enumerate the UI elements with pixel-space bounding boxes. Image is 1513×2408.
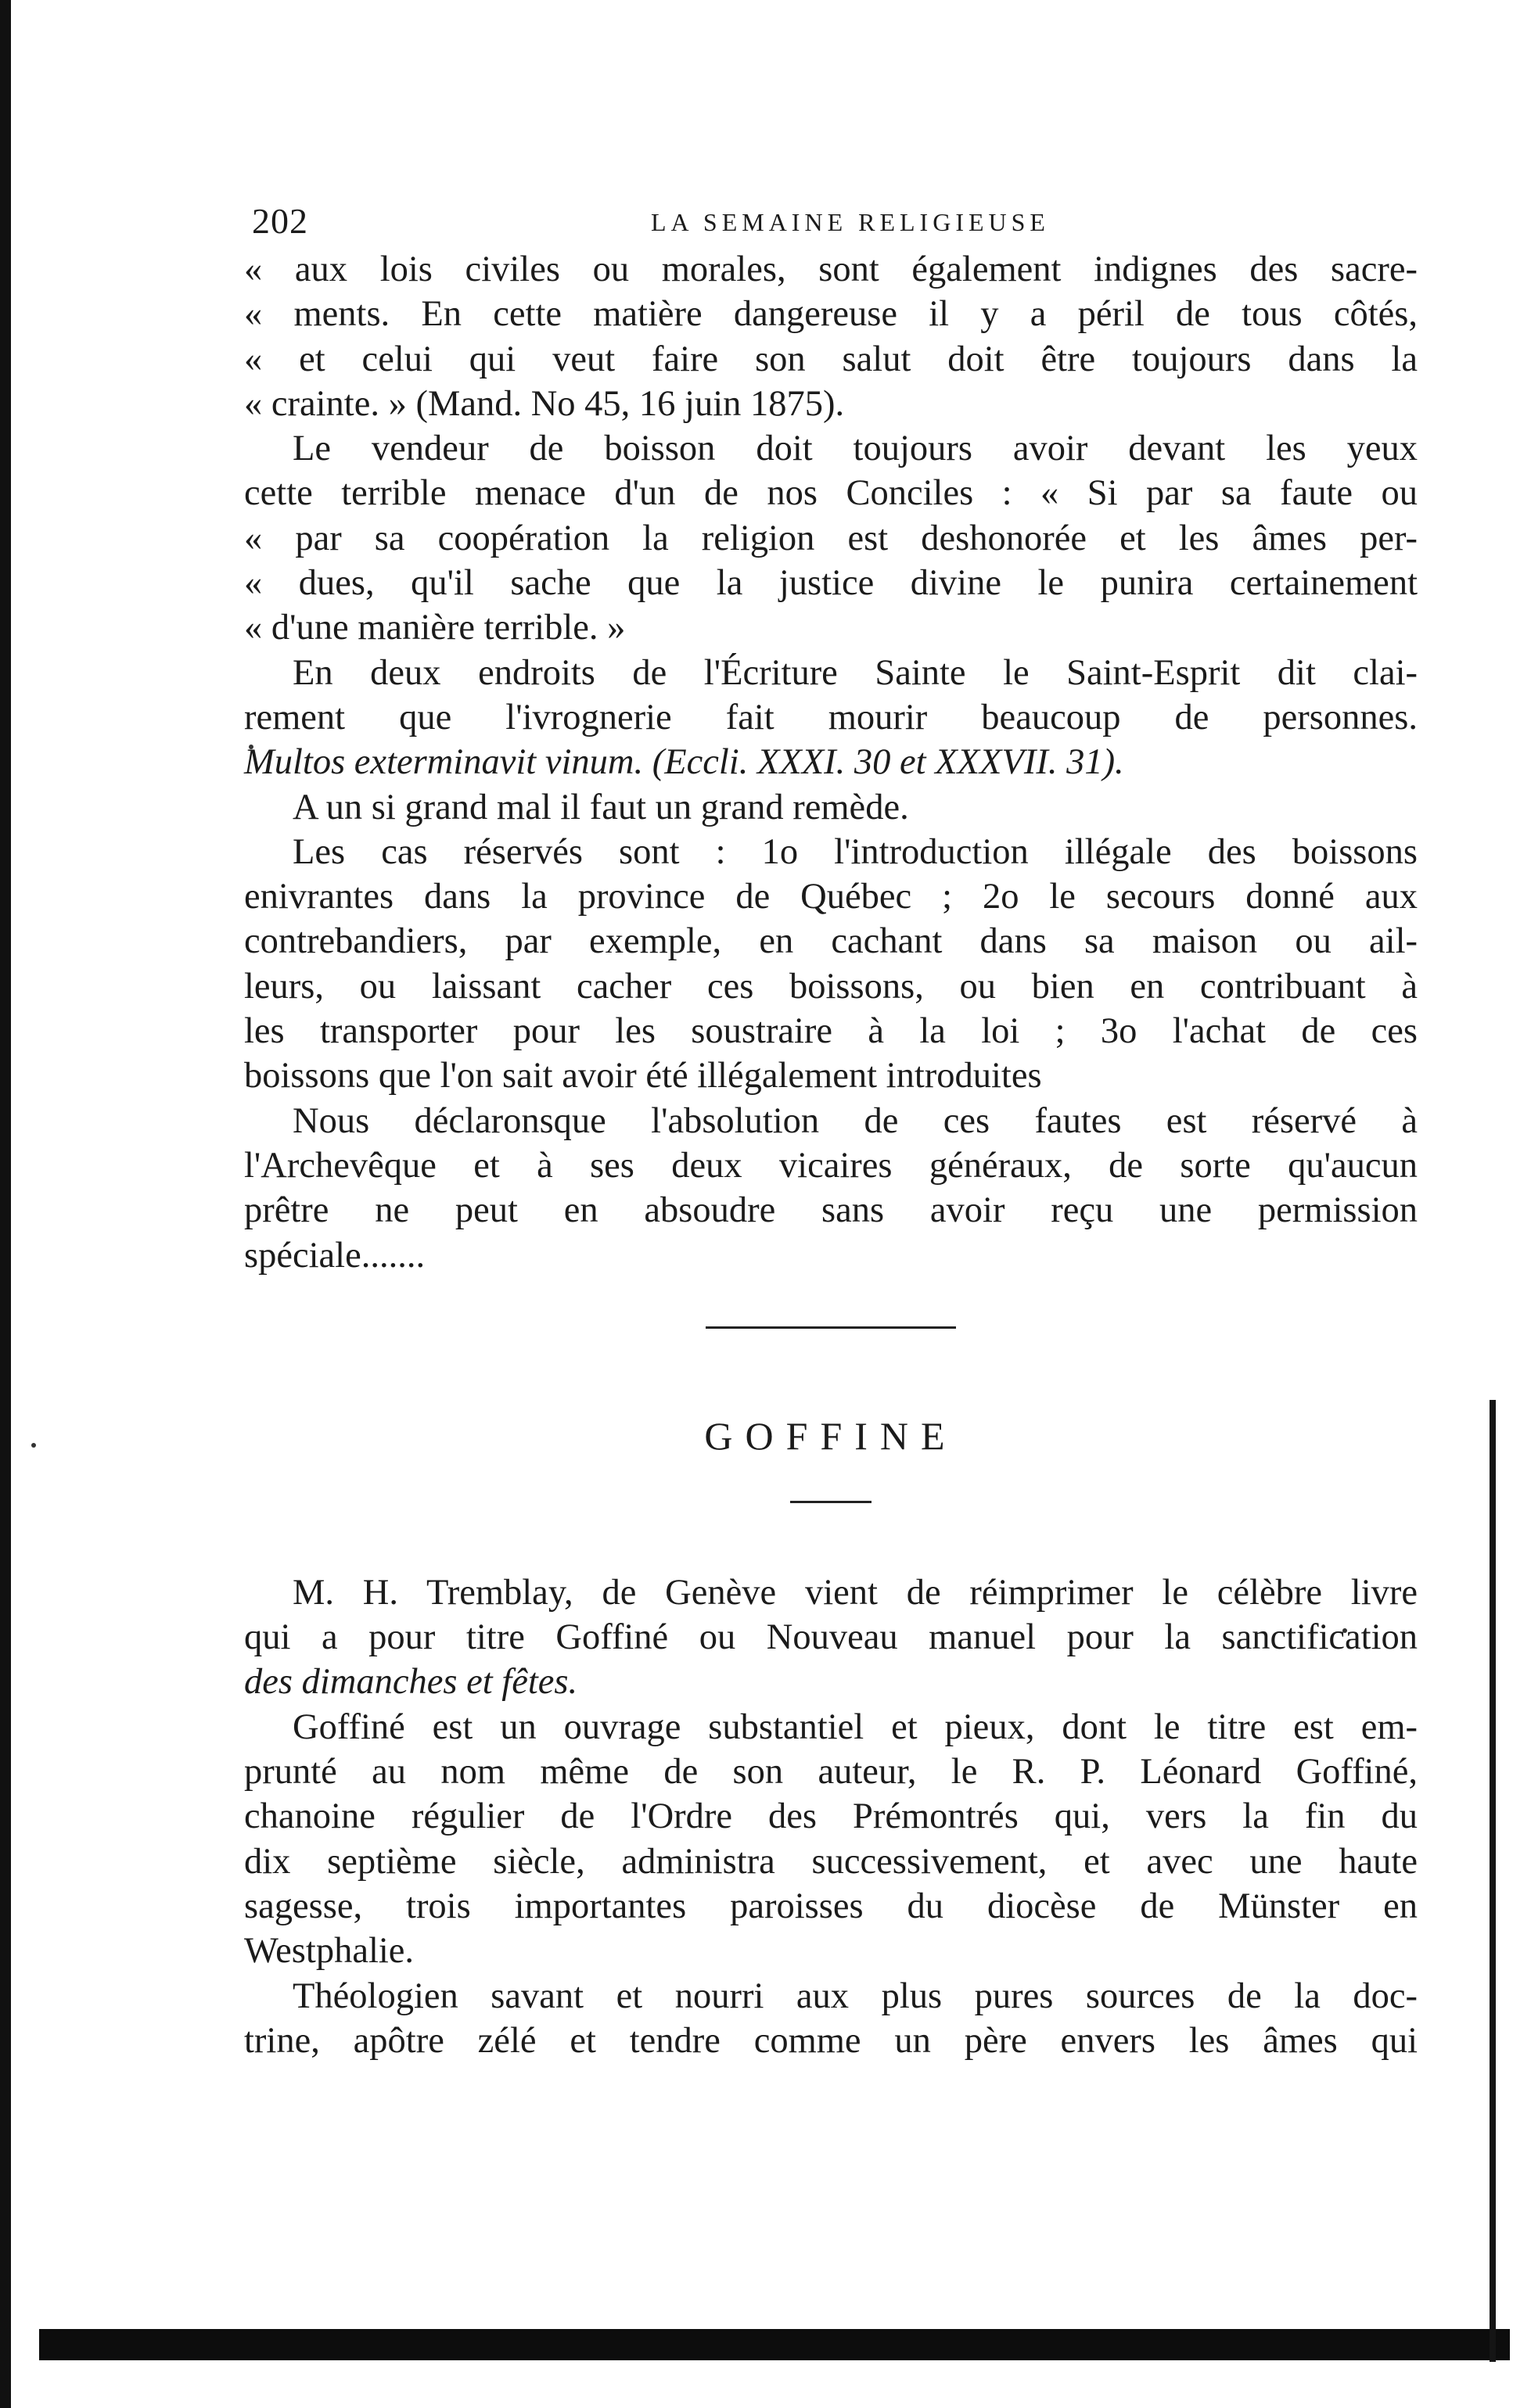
text-line: Westphalie. [244, 1931, 415, 1972]
text-line: M. H. Tremblay, de Genève vient de réimprimer le célèbre livre [293, 1572, 1418, 1613]
running-head [244, 194, 1418, 249]
text-line: boissons que l'on sait avoir été illégalement introduites [244, 1056, 1042, 1096]
text-line: « d'une manière terrible. » [244, 608, 626, 648]
text-line: « ments. En cette matière dangereuse il y a péril de tous côtés, [244, 294, 1418, 335]
text-line: rement que l'ivrognerie fait mourir beaucoup de personnes. [244, 697, 1418, 737]
latin-quote: Multos exterminavit vinum. (Eccli. XXXI. 30 et XXXVII. 31). [244, 742, 1124, 783]
text-line: cette terrible menace d'un de nos Conciles : « Si par sa faute ou [244, 473, 1418, 514]
second-section [244, 1570, 1418, 2063]
text-line: « par sa coopération la religion est deshonorée et les âmes per- [244, 518, 1418, 558]
text-line: Le vendeur de boisson doit toujours avoir devant les yeux [293, 429, 1418, 469]
text-line: « aux lois civiles ou morales, sont également indignes des sacre- [244, 249, 1418, 289]
text-line [244, 740, 1418, 784]
section-divider [706, 1326, 956, 1329]
scan-edge-bottom [39, 2329, 1510, 2360]
section-title: GOFFINE [704, 1413, 958, 1458]
text-line: l'Archevêque et à ses deux vicaires généraux, de sorte qu'aucun [244, 1145, 1418, 1186]
text-line: Goffiné est un ouvrage substantiel et pieux, dont le titre est em- [293, 1706, 1418, 1747]
text-line: enivrantes dans la province de Québec ; 2o le secours donné aux [244, 877, 1418, 917]
text-line: A un si grand mal il faut un grand remède. [293, 787, 909, 827]
text-line: Nous déclaronsque l'absolution de ces fautes est réservé à [293, 1100, 1418, 1141]
text-line: sagesse, trois importantes paroisses du diocèse de Münster en [244, 1886, 1418, 1926]
text-line: prêtre ne peut en absoudre sans avoir reçu une permission [244, 1190, 1418, 1231]
text-line: leurs, ou laissant cacher ces boissons, ou bien en contribuant à [244, 966, 1418, 1007]
text-line: « crainte. » (Mand. No 45, 16 juin 1875). [244, 383, 845, 424]
text-line: dix septième siècle, administra successivement, et avec une haute [244, 1841, 1418, 1882]
page [244, 194, 1418, 2063]
text-line [244, 1660, 1418, 1704]
text-line: En deux endroits de l'Écriture Sainte le Saint-Esprit dit clai- [293, 652, 1418, 693]
text-line: chanoine régulier de l'Ordre des Prémontrés qui, vers la fin du [244, 1796, 1418, 1837]
running-title: LA SEMAINE RELIGIEUSE [651, 208, 1050, 236]
text-line: prunté au nom même de son auteur, le R. P. Léonard Goffiné, [244, 1752, 1418, 1793]
text-line: contrebandiers, par exemple, en cachant dans sa maison ou ail- [244, 921, 1418, 962]
book-title: des dimanches et fêtes. [244, 1662, 578, 1703]
text-line: qui a pour titre Goffiné ou Nouveau manuel pour la sanctification [244, 1617, 1418, 1658]
scan-speck [31, 1443, 36, 1448]
scan-edge-left [0, 0, 11, 2408]
page-number: 202 [252, 201, 308, 241]
text-line: Théologien savant et nourri aux plus pures sources de la doc- [293, 1976, 1418, 2016]
title-rule [790, 1501, 872, 1503]
text-line: spéciale....... [244, 1235, 426, 1276]
text-line: Les cas réservés sont : 1o l'introduction illégale des boissons [293, 831, 1418, 872]
text-line: « et celui qui veut faire son salut doit être toujours dans la [244, 339, 1418, 379]
scan-edge-right [1490, 1400, 1496, 2362]
first-section [244, 247, 1418, 1278]
text-line: « dues, qu'il sache que la justice divine le punira certainement [244, 563, 1418, 604]
text-line: les transporter pour les soustraire à la loi ; 3o l'achat de ces [244, 1011, 1418, 1052]
text-line: trine, apôtre zélé et tendre comme un père envers les âmes qui [244, 2020, 1418, 2061]
